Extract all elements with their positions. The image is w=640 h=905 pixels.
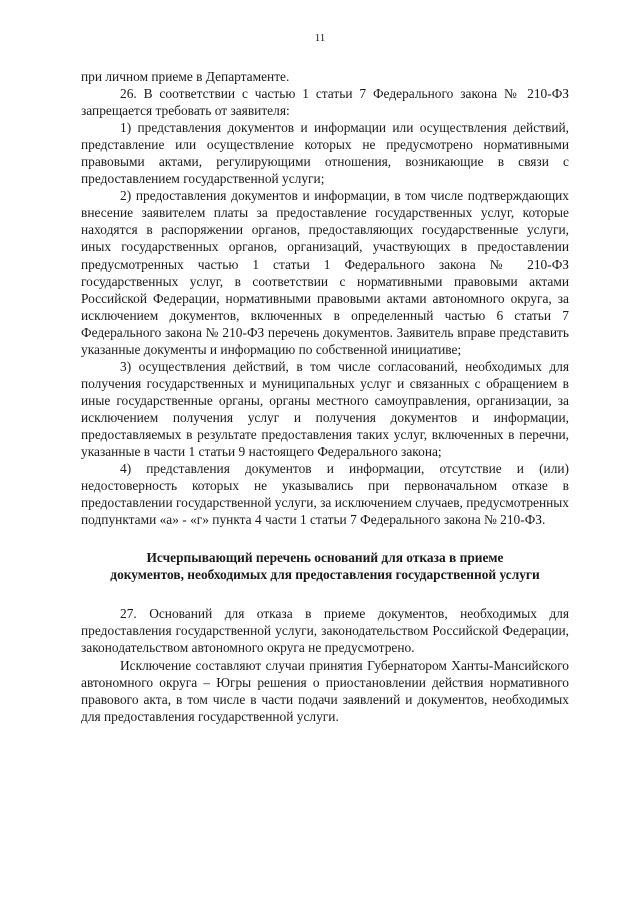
list-item-3: 3) осуществления действий, в том числе согласований, необходимых для получения государственных и муниципальных услуг и связанных с обращением в иные государственные органы, органы местного самоуправления, организации, за исключением получения услуг и получения документов и информации, предоставляемых в результате предоставления таких услуг, включенных в перечни, указанные в части 1 статьи 9 настоящего Федерального закона; <box>81 358 569 460</box>
section-heading-line-2: документов, необходимых для предоставления государственной услуги <box>110 567 540 583</box>
paragraph-exception: Исключение составляют случаи принятия Губернатором Ханты-Мансийского автономного округа – Югры решения о приостановлении действия нормативного правового акта, в том числе в части подачи заявлений и документов, необходимых для предоставления государственной услуги. <box>81 657 569 724</box>
list-item-2: 2) предоставления документов и информации, в том числе подтверждающих внесение заявителем платы за предоставление государственных услуг, которые находятся в распоряжении органов, предоставляющих государственные услуги, иных государственных органов, организаций, участвующих в предоставлении предусмотренных частью 1 статьи 1 Федерального закона № 210-ФЗ государственных услуг, в соответствии с нормативными правовыми актами Российской Федерации, нормативными правовыми актами автономного округа, за исключением документов, включенных в определенный частью 6 статьи 7 Федерального закона № 210-ФЗ перечень документов. Заявитель вправе представить указанные документы и информацию по собственной инициативе; <box>81 188 569 357</box>
paragraph-27: 27. Оснований для отказа в приеме документов, необходимых для предоставления государственной услуги, законодательством Российской Федерации, законодательством автономного округа не предусмотрено. <box>81 606 569 656</box>
paragraph-26: 26. В соответствии с частью 1 статьи 7 Федерального закона № 210-ФЗ запрещается требовать от заявителя: <box>81 86 569 119</box>
page-number: 11 <box>314 32 326 44</box>
paragraph-continuation: при личном приеме в Департаменте. <box>81 69 290 84</box>
section-heading-line-1: Исчерпывающий перечень оснований для отказа в приеме <box>146 550 504 566</box>
list-item-4: 4) представления документов и информации, отсутствие и (или) недостоверность которых не указывались при первоначальном отказе в предоставлении государственной услуги, за исключением случаев, предусмотренных подпунктами «а» - «г» пункта 4 части 1 статьи 7 Федерального закона № 210-ФЗ. <box>81 461 569 528</box>
section-heading <box>81 549 569 583</box>
document-body <box>81 68 569 725</box>
list-item-1: 1) представления документов и информации или осуществления действий, представление или осуществление которых не предусмотрено нормативными правовыми актами, регулирующими отношения, возникающие в связи с предоставлением государственной услуги; <box>81 120 569 187</box>
